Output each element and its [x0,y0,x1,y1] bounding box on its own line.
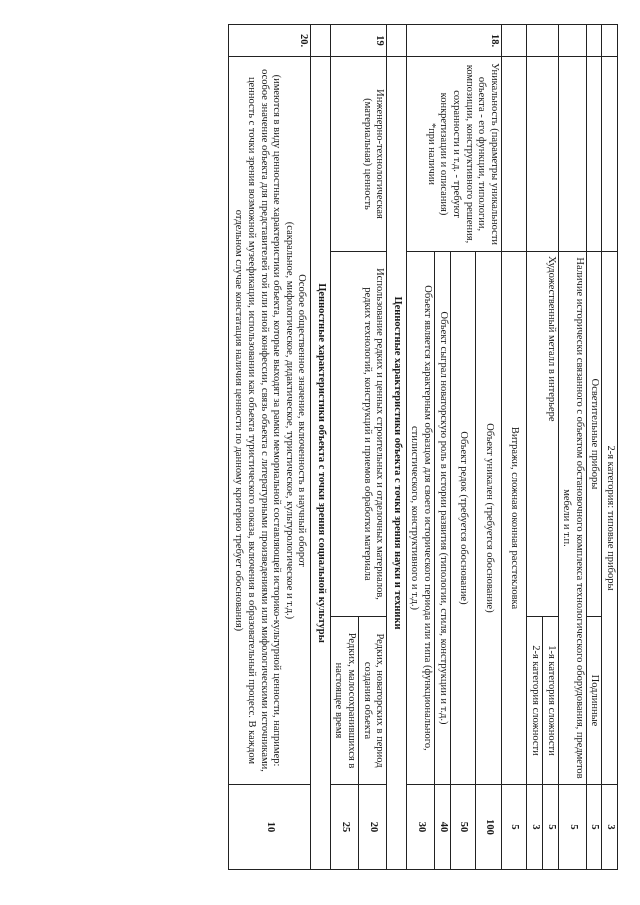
score-cell: 5 [586,785,602,870]
score-cell: 40 [435,785,451,870]
cell-sub: Редких, новаторских в период создания объекта [359,617,387,785]
criterion-title: Особое общественное значение, включенность в научный оборот [296,274,308,567]
cell-sub: 2-я категория сложности [527,617,543,785]
table-row [586,25,602,870]
score-cell: 100 [476,785,502,870]
cell-label: Объект уникален (требуется обоснование) [476,252,502,785]
table-row [501,25,527,870]
criterion-note: *при наличии [425,122,437,186]
cell-label: Витражи, сложная оконная расстекловка [501,252,527,785]
score-cell: 50 [450,785,476,870]
section-title: Ценностные характеристики объекта с точки зрения социальной культуры [311,57,331,870]
cell-label: 2-я категория: типовые приборы [602,252,618,785]
table-row [558,25,586,870]
table-row [359,25,387,870]
criterion-subtitle: (сакральное, мифологическое, дидактическое, туристическое, культурологическое и т.д.) [283,221,295,620]
cell-sub: Редких, малосохранившихся в настоящее время [330,617,358,785]
cell-label: Объект редок (требуется обоснование) [450,252,476,785]
section-header-row [311,25,331,870]
cell-label: Художественный металл в интерьере [527,252,558,617]
score-cell: 5 [558,785,586,870]
score-cell: 10 [228,785,311,870]
valuation-table [228,24,618,870]
cell-label: Осветительные приборы [586,252,602,617]
table-row [476,25,502,870]
row-number: 18. [406,25,501,57]
criterion-title: Уникальность (параметры уникальности объекта - его функции, типологии, композиции, конструктивного решения, сохранности и т.д. - требуют конкретизации и описания) [438,62,500,246]
criterion-title: Инженерно-технологическая (материальная) ценность [330,57,386,252]
cell-sub: Подлинные [586,617,602,785]
cell-label: Объект является характерным образцом для своего исторического периода или типа (функционального, стилистического, конструктивного и т.д.) [406,252,434,785]
table-row [543,25,559,870]
score-cell: 30 [406,785,434,870]
score-cell: 3 [527,785,543,870]
score-cell: 20 [359,785,387,870]
score-cell: 25 [330,785,358,870]
score-cell: 5 [543,785,559,870]
table-row [602,25,618,870]
criterion-cell [406,57,501,252]
table-row [228,25,311,870]
row-number: 19 [330,25,386,57]
section-header-row [387,25,407,870]
score-cell: 5 [501,785,527,870]
row-number: 20. [228,25,311,57]
criterion-text: (имеются в виду ценностные характеристики объекта, которые выходят за рамки мемориальной составляющей историко-культурной ценности, например: особое значение объекта для представителей той или иной конфессии, связь объекта с литературными произведениями или мифологическими источниками, ценность с точки зрения возможной музеефикации, использовании как объекта туристического показа, включения в образовательный процесс. В каждом отдельном случае констатация наличия ценности по данному критерию требует обоснования) [233,69,283,772]
cell-sub: 1-я категория сложности [543,617,559,785]
criterion-cell [228,57,311,785]
score-cell: 3 [602,785,618,870]
section-title: Ценностные характеристики объекта с точки зрения науки и техники [387,57,407,870]
cell-label: Наличие исторически связанного с объектом обстановочного комплекса технологического оборудования, предметов мебели и т.п. [558,252,586,785]
cell-label: Объект сыграл новаторскую роль в истории развития (типологии, стиля, конструкции и т.д.) [435,252,451,785]
criterion-desc: Использование редких и ценных строительных и отделочных материалов, редких технологий, конструкций и приемов обработки материала [330,252,386,617]
